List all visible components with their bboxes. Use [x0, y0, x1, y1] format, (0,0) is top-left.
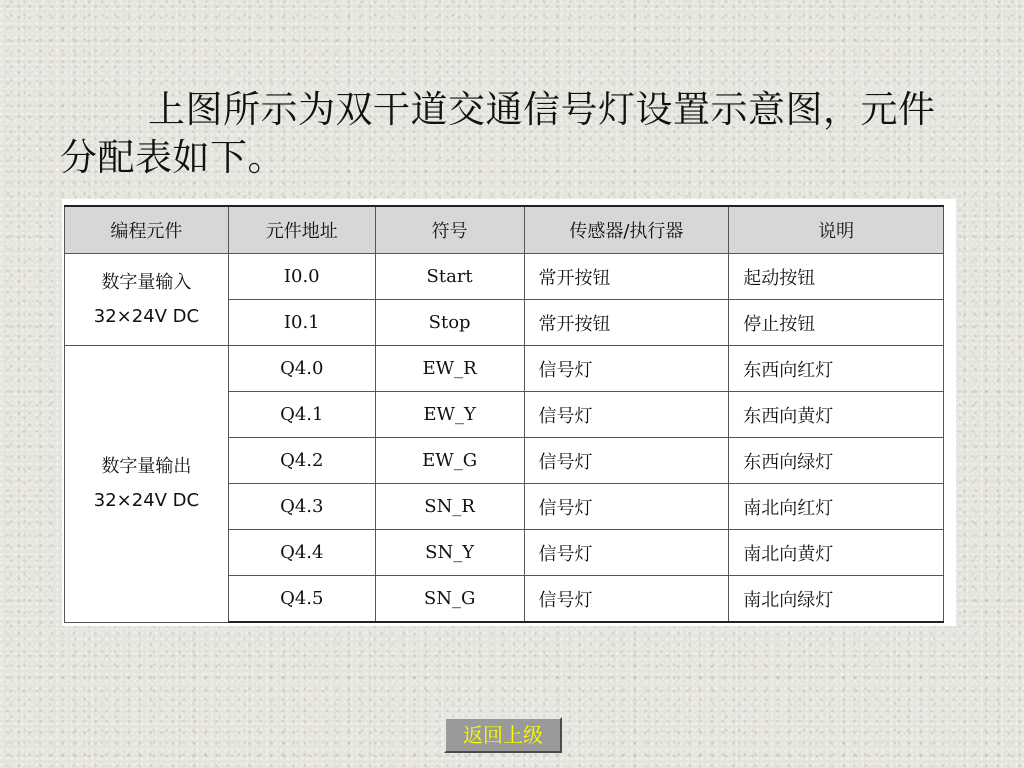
cell-symbol: EW_G: [375, 438, 524, 484]
cell-note: 南北向绿灯: [729, 576, 944, 623]
cell-address: Q4.5: [228, 576, 375, 623]
cell-symbol: SN_G: [375, 576, 524, 623]
cell-device: 信号灯: [524, 484, 729, 530]
cell-symbol: SN_R: [375, 484, 524, 530]
cell-address: Q4.4: [228, 530, 375, 576]
cell-address: Q4.1: [228, 392, 375, 438]
header-sensor-actuator: 传感器/执行器: [524, 206, 729, 254]
cell-address: Q4.0: [228, 346, 375, 392]
cell-note: 南北向黄灯: [729, 530, 944, 576]
cell-address: Q4.3: [228, 484, 375, 530]
cell-device: 信号灯: [524, 438, 729, 484]
back-to-parent-button[interactable]: 返回上级: [444, 717, 562, 753]
group-digital-output: 数字量输出 32×24V DC: [65, 346, 229, 623]
allocation-table-panel: [62, 199, 956, 626]
group-digital-input: 数字量输入 32×24V DC: [65, 254, 229, 346]
cell-address: Q4.2: [228, 438, 375, 484]
allocation-table: [64, 205, 944, 623]
cell-note: 停止按钮: [729, 300, 944, 346]
cell-note: 东西向绿灯: [729, 438, 944, 484]
cell-device: 常开按钮: [524, 254, 729, 300]
header-symbol: 符号: [375, 206, 524, 254]
table-header-row: [65, 206, 944, 254]
cell-device: 常开按钮: [524, 300, 729, 346]
table-row: [65, 254, 944, 300]
cell-note: 起动按钮: [729, 254, 944, 300]
cell-symbol: Start: [375, 254, 524, 300]
header-programming-element: 编程元件: [65, 206, 229, 254]
cell-note: 东西向红灯: [729, 346, 944, 392]
cell-address: I0.1: [228, 300, 375, 346]
cell-note: 南北向红灯: [729, 484, 944, 530]
cell-note: 东西向黄灯: [729, 392, 944, 438]
cell-address: I0.0: [228, 254, 375, 300]
cell-device: 信号灯: [524, 530, 729, 576]
cell-symbol: SN_Y: [375, 530, 524, 576]
cell-symbol: EW_Y: [375, 392, 524, 438]
slide-heading: 上图所示为双干道交通信号灯设置示意图，元件分配表如下。: [60, 88, 936, 179]
header-element-address: 元件地址: [228, 206, 375, 254]
cell-device: 信号灯: [524, 392, 729, 438]
cell-symbol: Stop: [375, 300, 524, 346]
table-row: [65, 346, 944, 392]
cell-symbol: EW_R: [375, 346, 524, 392]
header-description: 说明: [729, 206, 944, 254]
cell-device: 信号灯: [524, 346, 729, 392]
cell-device: 信号灯: [524, 576, 729, 623]
